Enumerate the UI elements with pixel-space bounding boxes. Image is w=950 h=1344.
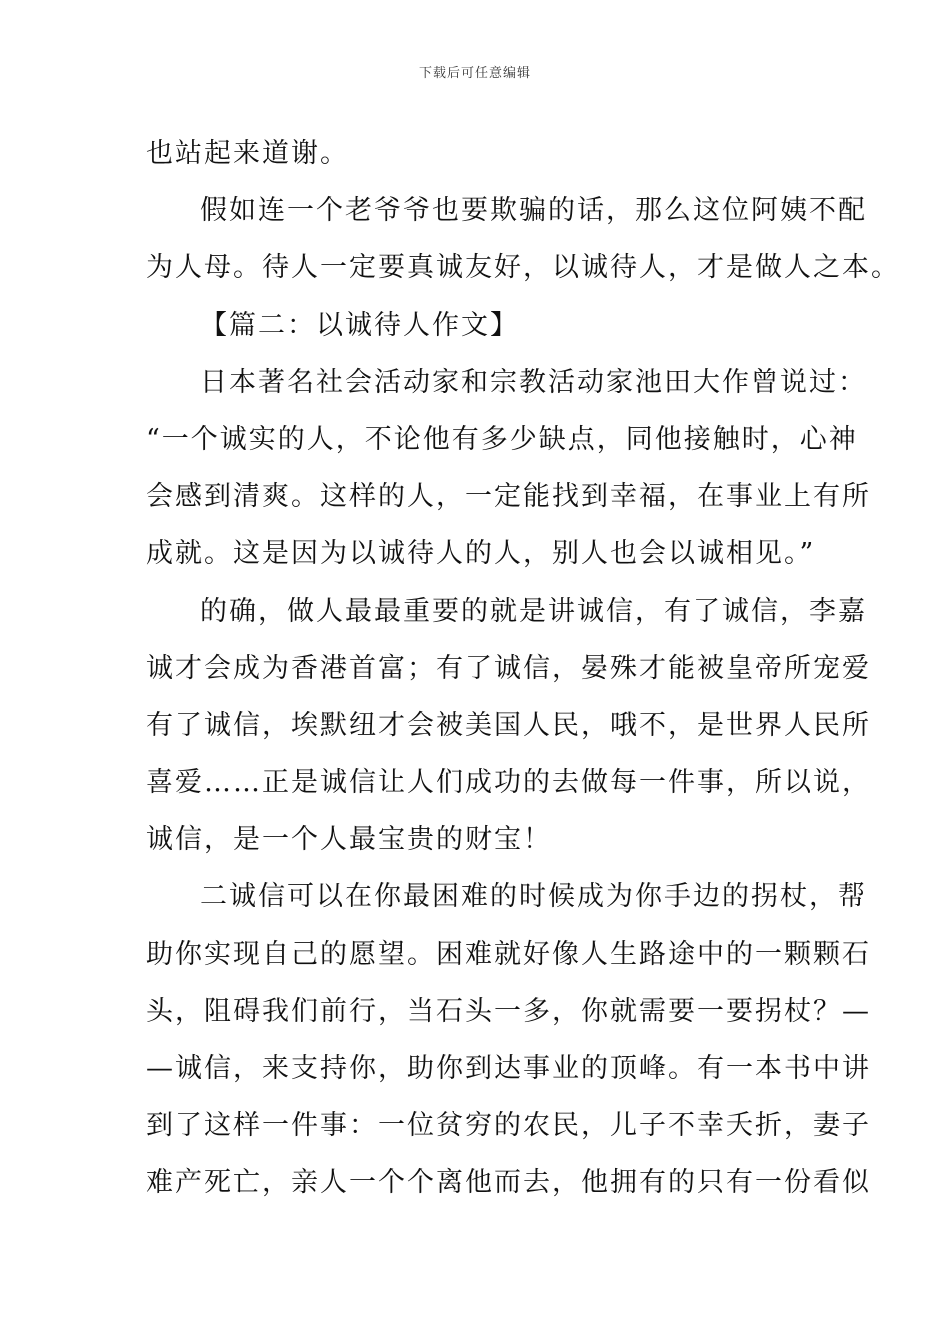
text-line: “一个诚实的人，不论他有多少缺点，同他接触时，心神 [146,423,858,455]
section-heading: 【篇二：以诚待人作文】 [200,309,519,341]
text-line: 到了这样一件事：一位贫穷的农民，儿子不幸夭折，妻子 [146,1110,871,1142]
text-line: 二诚信可以在你最困难的时候成为你手边的拐杖，帮 [200,881,867,913]
text-line: 为人母。待人一定要真诚友好，以诚待人，才是做人之本。 [146,252,900,284]
text-line: 诚才会成为香港首富；有了诚信，晏殊才能被皇帝所宠爱 [146,652,871,684]
document-body [146,125,900,1212]
text-line: 也站起来道谢。 [146,138,349,169]
text-line: 难产死亡，亲人一个个离他而去，他拥有的只有一份看似 [146,1167,871,1199]
text-line: 会感到清爽。这样的人，一定能找到幸福，在事业上有所 [146,481,871,513]
text-line: 喜爱……正是诚信让人们成功的去做每一件事，所以说， [146,767,871,799]
page-header: 下载后可任意编辑 [418,66,531,81]
text-line: 假如连一个老爷爷也要欺骗的话，那么这位阿姨不配 [200,195,867,227]
text-line: 助你实现自己的愿望。困难就好像人生路途中的一颗颗石 [146,938,871,970]
text-line: 诚信，是一个人最宝贵的财宝！ [146,824,552,856]
text-line: —诚信，来支持你，助你到达事业的顶峰。有一本书中讲 [146,1053,871,1084]
text-line: 的确，做人最最重要的就是讲诚信，有了诚信，李嘉 [200,595,867,627]
text-line: 成就。这是因为以诚待人的人，别人也会以诚相见。” [146,538,816,570]
text-line: 日本著名社会活动家和宗教活动家池田大作曾说过： [200,366,867,398]
text-line: 头，阻碍我们前行，当石头一多，你就需要一要拐杖？— [146,995,871,1027]
text-line: 有了诚信，埃默纽才会被美国人民，哦不，是世界人民所 [146,709,871,741]
